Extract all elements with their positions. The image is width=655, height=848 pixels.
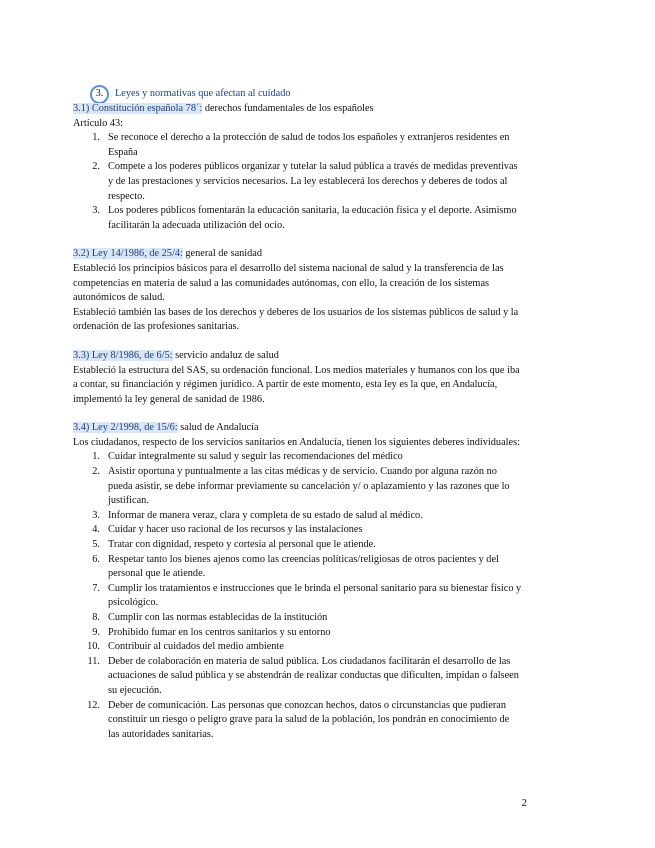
paragraph: Estableció también las bases de los derechos y deberes de los usuarios de los sistemas públicos de salud y la ordenación de las profesiones sanitarias. [73,306,519,333]
list-item: 1. Cuidar integralmente su salud y seguir las recomendaciones del médico [92,451,403,463]
list-item: 2. Compete a los poderes públicos organizar y tutelar la salud pública a través de medidas preventivas y de las prestaciones y servicios necesarios. La ley establecerá los derechos y deberes de todos al respecto. [92,161,518,202]
list-3-1 [73,131,523,233]
paragraph: Estableció los principios básicos para el desarrollo del sistema nacional de salud y la transferencia de las competencias en materia de salud a las comunidades autónomas, con ello, la creación de los sistemas autonómicos de salud. [73,262,504,304]
heading-3-3: 3.3) Ley 8/1986, de 6/5: servicio andaluz de salud [73,349,279,361]
paragraph: Los ciudadanos, respecto de los servicios sanitarios en Andalucía, tienen los siguientes deberes individuales: [73,436,520,448]
list-item: 6. Respetar tanto los bienes ajenos como las creencias políticas/religiosas de otros pacientes y del personal que le atiende. [92,553,499,580]
heading-3-2: 3.2) Ley 14/1986, de 25/4: general de sanidad [73,248,263,260]
list-item: 2. Asistir oportuna y puntualmente a las citas médicas y de servicio. Cuando por alguna razón no pueda asistir, se debe informar previamente su cancelación y/ o aplazamiento y las razones que lo justifican. [92,466,510,507]
list-item: 9. Prohibido fumar en los centros sanitarios y su entorno [92,626,331,638]
list-item: 3. Los poderes públicos fomentarán la educación sanitaria, la educación física y el deporte. Asimismo facilitarán la adecuada utilización del ocio. [92,205,517,231]
list-item: 10. Contribuir al cuidados del medio ambiente [87,641,284,653]
section-title [90,86,523,102]
list-item: 4. Cuidar y hacer uso racional de los recursos y las instalaciones [92,524,363,536]
list-item: 3. Informar de manera veraz, clara y completa de su estado de salud al médico. [92,509,423,521]
list-item: 8. Cumplir con las normas establecidas de la institución [92,612,328,623]
section-title-text: Leyes y normativas que afectan al cuidado [115,87,291,99]
document-page [73,86,523,742]
list-item: 11. Deber de colaboración en materia de salud pública. Los ciudadanos facilitarán el desarrollo de las actuaciones de salud pública y se abstendrán de realizar conductas que dificulten, impidan o falseen su ejecución. [87,655,519,696]
list-3-4 [73,450,523,742]
list-item: 7. Cumplir los tratamientos e instrucciones que le brinda el personal sanitario para su bienestar físico y psicológico. [92,582,522,609]
section-number: 3. [90,85,109,104]
list-item: 1. Se reconoce el derecho a la protección de salud de todos los españoles y extranjeros residentes en España [92,132,510,158]
heading-3-1: 3.1) Constitución española 78´: derechos fundamentales de los españoles [73,103,374,114]
paragraph: Estableció la estructura del SAS, su ordenación funcional. Los medios materiales y humanos con los que iba a contar, su financiación y régimen jurídico. A partir de este momento, esta ley es la que, en Andalucía, implementó la ley general de sanidad de 1986. [73,364,520,405]
list-item: 12. Deber de comunicación. Las personas que conozcan hechos, datos o circunstancias que pudieran constituir un riesgo o peligro grave para la salud de la población, los pondrán en conocimiento de las autoridades sanitarias. [87,699,510,740]
heading-3-4: 3.4) Ley 2/1998, de 15/6: salud de Andalucía [73,422,259,434]
page-number: 2 [521,797,527,809]
article-label: Artículo 43: [73,117,124,129]
list-item: 5. Tratar con dignidad, respeto y cortesía al personal que le atiende. [92,539,376,551]
